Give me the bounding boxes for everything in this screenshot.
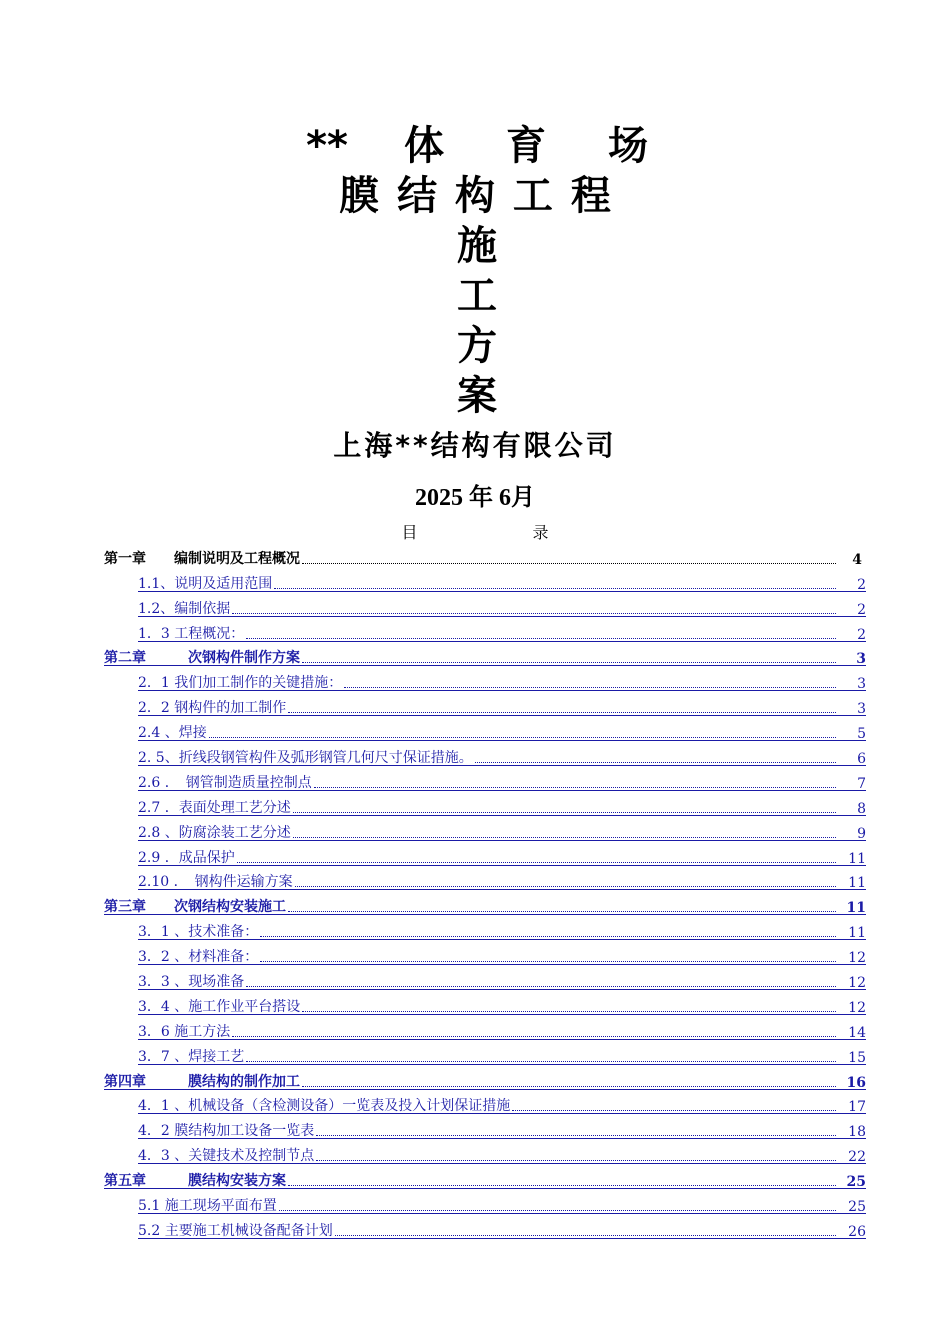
toc-section-entry[interactable] [104, 1091, 866, 1116]
toc-leader-dots [344, 671, 836, 688]
toc-leader-dots [314, 771, 836, 788]
toc-entry-page: 7 [857, 775, 866, 792]
toc-entry-label: 5.1 施工现场平面布置 [138, 1198, 277, 1215]
toc-entry-page: 3 [857, 676, 866, 693]
toc-section-entry[interactable] [104, 916, 866, 941]
toc-entry-page: 25 [846, 1174, 866, 1191]
toc-section-entry[interactable] [104, 817, 866, 842]
toc-entry-page: 11 [846, 900, 866, 917]
toc-section-entry[interactable] [104, 692, 866, 717]
toc-chapter-entry[interactable] [104, 1066, 866, 1091]
toc-section-entry[interactable] [104, 1190, 866, 1215]
title-vertical-char: 方 [457, 323, 497, 369]
toc-entry-label: 2.7 ．表面处理工艺分述 [138, 799, 291, 816]
toc-entry-label: 4．2 膜结构加工设备一览表 [138, 1123, 315, 1140]
toc-section-entry[interactable] [104, 966, 866, 991]
document-date: 2025 年 6月 [415, 485, 535, 511]
toc-entry-page: 17 [848, 1099, 866, 1116]
toc-section-entry[interactable] [104, 767, 866, 792]
toc-section-entry[interactable] [104, 568, 866, 593]
toc-leader-dots [316, 1144, 836, 1161]
toc-section-entry[interactable] [104, 618, 866, 643]
toc-entry-page: 11 [848, 925, 866, 942]
toc-entry-page: 25 [848, 1199, 866, 1216]
toc-entry-page: 12 [848, 999, 866, 1016]
toc-entry-page: 6 [857, 751, 866, 768]
toc-leader-dots [246, 622, 836, 639]
table-of-contents [104, 543, 866, 1240]
toc-entry-page: 2 [857, 601, 866, 618]
toc-leader-dots [475, 746, 836, 763]
title-vertical-char: 案 [457, 373, 497, 419]
toc-entry-label: 第三章 次钢结构安装施工 [104, 899, 286, 916]
toc-entry-page: 12 [848, 975, 866, 992]
title-line-2: 膜 结 构 工 程 [339, 173, 611, 219]
title-char: 场 [608, 123, 648, 169]
toc-entry-label: 2.6 ． 钢管制造质量控制点 [138, 774, 312, 791]
toc-leader-dots [302, 547, 836, 564]
toc-leader-dots [232, 1020, 836, 1037]
toc-entry-page: 3 [857, 701, 866, 718]
toc-entry-label: 3．6 施工方法 [138, 1023, 231, 1040]
toc-section-entry[interactable] [104, 842, 866, 867]
toc-entry-label: 1．3 工程概况： [138, 625, 245, 642]
title-line-1 [0, 122, 950, 170]
toc-leader-dots [293, 821, 836, 838]
toc-section-entry[interactable] [104, 1041, 866, 1066]
toc-leader-dots [335, 1219, 836, 1236]
toc-entry-page: 9 [857, 825, 866, 842]
toc-leader-dots [246, 1045, 836, 1062]
toc-entry-page: 4 [852, 551, 862, 568]
title-char: ** [306, 123, 348, 169]
toc-section-entry[interactable] [104, 667, 866, 692]
toc-leader-dots [209, 721, 836, 738]
toc-entry-label: 3．1 、技术准备： [138, 924, 259, 941]
company-name: 上海**结构有限公司 [333, 429, 617, 462]
toc-leader-dots [302, 995, 836, 1012]
toc-heading: 目 录 [401, 523, 549, 542]
toc-entry-label: 3．3 、现场准备 [138, 974, 245, 991]
toc-leader-dots [279, 1194, 836, 1211]
toc-entry-label: 1.2、编制依据 [138, 600, 231, 617]
toc-entry-label: 2.9 ．成品保护 [138, 849, 235, 866]
toc-leader-dots [288, 1169, 836, 1186]
toc-leader-dots [288, 696, 836, 713]
toc-section-entry[interactable] [104, 991, 866, 1016]
toc-chapter-entry [104, 543, 866, 568]
toc-entry-label: 2. 5、折线段钢管构件及弧形钢管几何尺寸保证措施。 [138, 750, 473, 767]
toc-entry-label: 3．7 、焊接工艺 [138, 1048, 245, 1065]
toc-entry-label: 2．2 钢构件的加工制作 [138, 700, 287, 717]
toc-leader-dots [260, 945, 836, 962]
toc-leader-dots [260, 920, 836, 937]
toc-entry-page: 26 [848, 1223, 866, 1240]
toc-leader-dots [237, 846, 836, 863]
toc-section-entry[interactable] [104, 941, 866, 966]
toc-entry-page: 11 [848, 850, 866, 867]
toc-chapter-entry[interactable] [104, 643, 866, 668]
toc-entry-page: 14 [848, 1024, 866, 1041]
toc-entry-label: 3．4 、施工作业平台搭设 [138, 998, 301, 1015]
toc-entry-label: 4．3 、关键技术及控制节点 [138, 1148, 315, 1165]
toc-entry-page: 18 [848, 1124, 866, 1141]
toc-entry-page: 2 [857, 626, 866, 643]
title-char: 育 [506, 123, 546, 169]
toc-section-entry[interactable] [104, 1115, 866, 1140]
toc-entry-label: 第五章 膜结构安装方案 [104, 1173, 286, 1190]
toc-entry-label: 1.1、说明及适用范围 [138, 575, 273, 592]
toc-leader-dots [246, 970, 836, 987]
toc-entry-page: 3 [856, 651, 866, 668]
toc-entry-page: 22 [848, 1149, 866, 1166]
toc-entry-label: 2.8 、防腐涂装工艺分述 [138, 824, 291, 841]
toc-leader-dots [293, 796, 836, 813]
toc-entry-page: 16 [846, 1074, 866, 1091]
toc-entry-label: 5.2 主要施工机械设备配备计划 [138, 1222, 333, 1239]
title-char: 体 [404, 123, 444, 169]
toc-chapter-entry[interactable] [104, 891, 866, 916]
toc-entry-page: 8 [857, 800, 866, 817]
toc-entry-label: 第四章 膜结构的制作加工 [104, 1073, 300, 1090]
toc-entry-label: 2.10 ． 钢构件运输方案 [138, 874, 293, 891]
title-vertical-char: 施 [457, 223, 497, 269]
toc-leader-dots [512, 1094, 836, 1111]
toc-entry-page: 2 [857, 576, 866, 593]
toc-leader-dots [295, 870, 836, 887]
toc-section-entry[interactable] [104, 742, 866, 767]
toc-section-entry[interactable] [104, 867, 866, 892]
toc-entry-label: 第一章 编制说明及工程概况 [104, 550, 300, 567]
toc-entry-label: 2．1 我们加工制作的关键措施： [138, 675, 343, 692]
toc-section-entry[interactable] [104, 1140, 866, 1165]
toc-leader-dots [232, 597, 836, 614]
title-vertical-char: 工 [457, 273, 497, 319]
toc-entry-label: 3．2 、材料准备： [138, 949, 259, 966]
toc-section-entry[interactable] [104, 1215, 866, 1240]
toc-entry-page: 15 [848, 1049, 866, 1066]
toc-section-entry[interactable] [104, 593, 866, 618]
toc-leader-dots [302, 1070, 836, 1087]
toc-entry-label: 4．1 、机械设备（含检测设备）一览表及投入计划保证措施 [138, 1098, 511, 1115]
toc-leader-dots [274, 572, 836, 589]
toc-leader-dots [288, 895, 836, 912]
toc-entry-page: 5 [857, 726, 866, 743]
toc-entry-label: 2.4 、焊接 [138, 725, 207, 742]
toc-section-entry[interactable] [104, 1016, 866, 1041]
toc-leader-dots [302, 646, 836, 663]
toc-entry-page: 11 [848, 875, 866, 892]
toc-section-entry[interactable] [104, 717, 866, 742]
toc-entry-page: 12 [848, 950, 866, 967]
toc-leader-dots [316, 1119, 836, 1136]
toc-chapter-entry[interactable] [104, 1165, 866, 1190]
toc-section-entry[interactable] [104, 792, 866, 817]
toc-entry-label: 第二章 次钢构件制作方案 [104, 650, 300, 667]
